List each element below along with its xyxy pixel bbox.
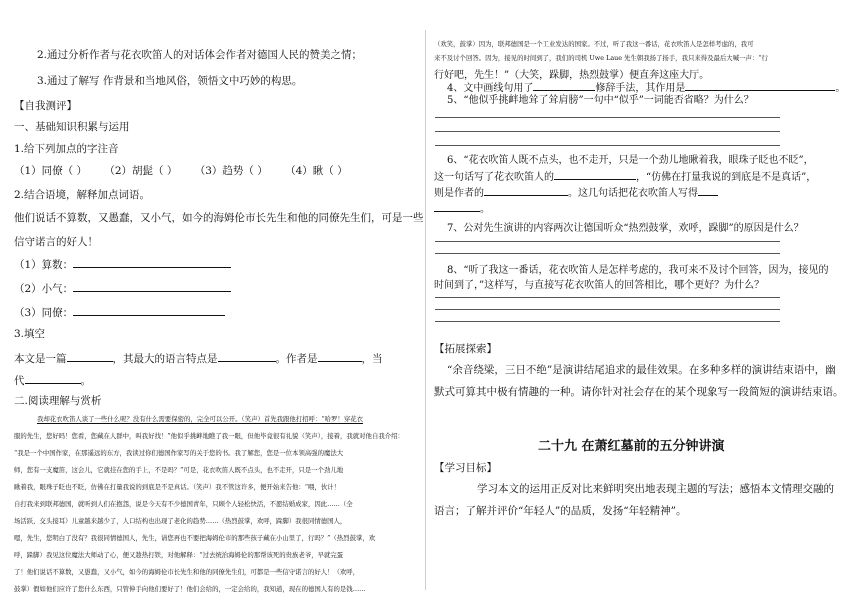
question-6-line-3: [434, 186, 718, 200]
answer-line[interactable]: [435, 131, 780, 132]
fill-text: 。: [480, 204, 490, 215]
q2-item-label: （3）同僚：: [14, 307, 74, 319]
answer-blank[interactable]: [698, 186, 718, 196]
passage-continued: 行好吧，先生！”（大笑，跺脚，热烈鼓掌）便直奔这座大厅。: [434, 70, 710, 81]
question-3-line-1: [14, 352, 383, 366]
q2-item-label: （1）算数：: [14, 259, 74, 271]
learning-goal-text: 学习本文的运用正反对比来鲜明突出地表现主题的写法；感悟本文情理交融的: [477, 483, 834, 495]
answer-blank[interactable]: [67, 352, 113, 362]
passage-line: 嗯，先生，您明白了没有？我很同情德国人，先生，请您再也不要把海姆伦市的那些孩子藏在小山里了，行吗？”（热烈鼓掌，欢: [14, 534, 376, 542]
answer-blank[interactable]: [484, 186, 568, 196]
lesson-title: 二十九 在萧红墓前的五分钟讲演: [538, 439, 725, 454]
question-2: 2.结合语境，解释加点词语。: [14, 189, 151, 201]
answer-line[interactable]: [435, 117, 780, 118]
answer-blank[interactable]: [685, 81, 835, 91]
passage-line: “我是一个中国作家，在那遥远的东方，我读过你们德国作家写的关于您的书。我了解您，您是一位本领高强的魔法大: [14, 449, 344, 457]
answer-blank[interactable]: [434, 202, 480, 212]
passage-continued: （欢笑，鼓掌）因为，联邦德国是一个工业发达的国家。不过，听了我这一番话，花衣吹笛人是怎样考虑的，我可: [434, 40, 754, 48]
learning-goal-text-cont: 语言；了解并评价“年轻人”的品质，发扬“年轻精神”。: [434, 505, 687, 517]
left-column: [0, 0, 425, 607]
self-test-heading: 【自我测评】: [14, 100, 77, 112]
passage-line: [37, 415, 363, 424]
fill-text: 则是作者的: [434, 188, 484, 199]
fill-text: 。作者是: [275, 353, 318, 365]
q1-item-4: （4）瞅（ ）: [285, 165, 348, 177]
question-2-text-cont: 信守诺言的好人！: [14, 236, 98, 248]
question-8: 8、“听了我这一番话，花衣吹笛人是怎样考虑的，我可来不及讨个回答，因为，接见的: [447, 265, 829, 276]
fill-text: 这一句话写了花衣吹笛人的: [434, 172, 554, 183]
right-column: [425, 0, 860, 607]
learning-goals-heading: 【学习目标】: [434, 462, 497, 474]
passage-line: 场活跃，交头接耳）儿童越来越少了，人口结构也出现了老化的趋势……（热烈鼓掌，欢呼，跺脚）我很同情德国人，: [14, 517, 347, 525]
section-1-heading: 一、基础知识积累与运用: [14, 121, 130, 133]
fill-text: 。这几句话把花衣吹笛人写得: [568, 188, 698, 199]
passage-line: 呼，跺脚）我见这位魔法大师动了心，便又趁热打铁，对他解释：“过去统治海姆伦的那帮该死的贵族老爷，早就完蛋: [14, 551, 344, 559]
explore-text: “余音绕梁，三日不绝”是演讲结尾追求的最佳效果。在多种多样的演讲结束语中，幽: [447, 364, 836, 376]
explore-text-cont: 默式可算其中极有情趣的一种。请你针对社会存在的某个现象写一段简短的演讲结束语。: [434, 386, 844, 398]
underlined-sentence: 我却花衣吹笛人谈了一些什么呢？没有什么需要保密的，完全可以公开。（笑声）首先我跟他打招呼：“哈罗！穿花衣: [37, 415, 363, 423]
goal-3: 3.通过了解写 作背景和当地风俗，领悟文中巧妙的构思。: [37, 75, 303, 87]
question-4: [447, 81, 845, 95]
question-7: 7、公对先生演讲的内容两次让德国听众“热烈鼓掌，欢呼，跺脚”的原因是什么？: [447, 223, 804, 234]
passage-line: 师，您有一支魔笛，这会儿，它就挂在您的手上，不是吗？”可是，花衣吹笛人既不点头，也不走开，只是一个劲儿地: [14, 466, 344, 474]
answer-line[interactable]: [435, 321, 780, 322]
question-6: 6、“花衣吹笛人既不点头，也不走开，只是一个劲儿地瞅着我，眼珠子眨也不眨”，: [447, 155, 814, 166]
fill-text: ，“仿佛在打量我说的到底是不是真话”，: [636, 172, 817, 183]
goal-2: 2.通过分析作者与花衣吹笛人的对话体会作者对德国人民的赞美之情；: [37, 49, 363, 61]
answer-blank[interactable]: [533, 81, 595, 91]
q1-item-3: （3）趋势（ ）: [194, 165, 268, 177]
answer-blank[interactable]: [318, 352, 362, 362]
question-1: 1.给下列加点的字注音: [14, 143, 119, 155]
passage-continued: 来不及讨个回答。因为，接见的时间到了，我们的司机 Uwe Laue 先生朝我扬了扬手，我只来得及最后大喊一声：“行: [434, 54, 768, 62]
passage-line: 鼓掌）假如他们应许了您什么东西，只管伸手向他们要好了！他们会给的，一定会给的，我知道，现在的德国人有的是钱……: [14, 585, 366, 593]
fill-text: 修辞手法，其作用是: [595, 83, 686, 94]
question-8-cont: 时间到了，”这样写，与直接写花衣吹笛人的回答相比，哪个更好？为什么？: [434, 280, 765, 291]
question-6-line-4: [434, 202, 490, 216]
answer-blank[interactable]: [25, 374, 81, 384]
fill-text: 4、文中画线句用了: [447, 83, 534, 94]
q1-item-1: （1）同僚（ ）: [14, 165, 88, 177]
answer-blank[interactable]: [73, 258, 231, 268]
q1-item-2: （2）胡髭（ ）: [104, 165, 178, 177]
question-3: 3.填空: [14, 328, 46, 340]
question-1-items: [14, 165, 348, 178]
answer-line[interactable]: [435, 297, 780, 298]
question-5: 5、“他似乎挑衅地耸了耸肩膀”一句中“似乎”一词能否省略？为什么？: [447, 95, 754, 106]
q2-answer-2: [14, 282, 231, 296]
passage-line: 自打我来到联邦德国，就听到人们在抱怨，说是今天有不少德国青年，只顾个人轻松快活，不愿结婚成家，因此……（全: [14, 500, 353, 508]
answer-line[interactable]: [435, 241, 780, 242]
explore-heading: 【拓展探索】: [434, 343, 497, 355]
fill-text: 代: [14, 375, 25, 387]
q2-answer-3: [14, 306, 225, 320]
fill-text: 本文是一篇: [14, 353, 67, 365]
answer-blank[interactable]: [73, 282, 231, 292]
fill-text: ，其最大的语言特点是: [112, 353, 218, 365]
passage-line: 了！他们说话不算数，又愚蠢，又小气，如今的海姆伦市长先生和他的同僚先生们，可都是一些信守诺言的好人！（欢呼，: [14, 568, 360, 576]
q2-item-label: （2）小气：: [14, 283, 74, 295]
answer-blank[interactable]: [554, 170, 636, 180]
answer-blank[interactable]: [218, 352, 276, 362]
answer-blank[interactable]: [73, 306, 225, 316]
question-3-line-2: [14, 374, 91, 388]
fill-text: 。: [835, 83, 846, 94]
fill-text: 。: [80, 375, 91, 387]
answer-line[interactable]: [435, 309, 780, 310]
answer-line[interactable]: [435, 145, 780, 146]
section-2-heading: 二.阅读理解与赏析: [14, 395, 102, 407]
passage-line: 服的先生，您好吗！您看，您藏在人群中，叫我好找！”他似乎挑衅地瞧了我一眼，但他毕竟很有礼貌（笑声），接着，我就对他自我介绍：: [14, 432, 404, 440]
question-6-line-2: [434, 170, 816, 184]
answer-line[interactable]: [435, 253, 780, 254]
fill-text: ，当: [361, 353, 383, 365]
passage-line: 瞅着我，眼珠子眨也不眨，仿佛在打量我说的到底是不是真话。（笑声）我不管这许多，便开始来告他：“喂，伙计！: [14, 483, 340, 491]
q2-answer-1: [14, 258, 231, 272]
question-2-text: 他们说话不算数，又愚蠢，又小气，如今的海姆伦市长先生和他的同僚先生们，可是一些: [14, 212, 424, 224]
